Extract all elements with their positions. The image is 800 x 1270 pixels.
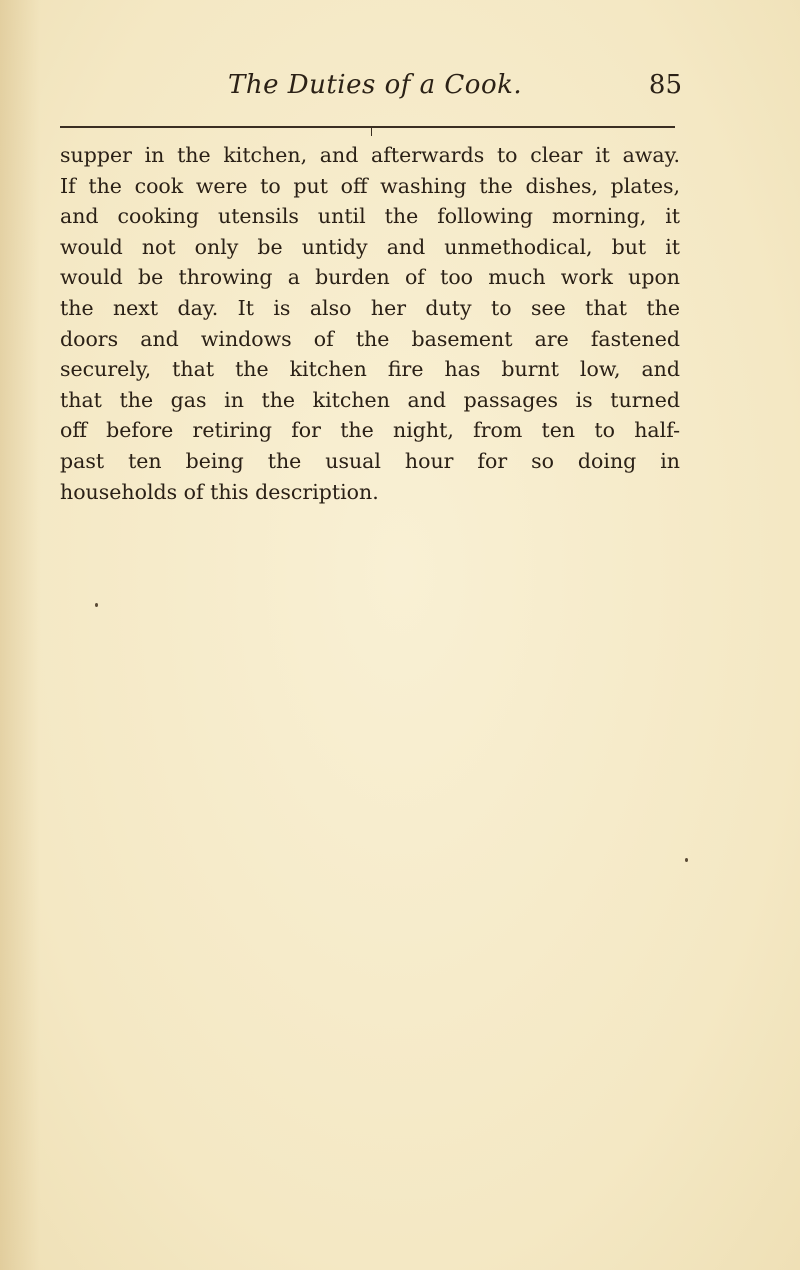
- text-line: off before retiring for the night, from ten to half-: [60, 418, 680, 443]
- text-line: and cooking utensils until the following morning, it: [60, 204, 680, 229]
- header-rule-mark: [371, 128, 372, 136]
- page-number: 85: [648, 70, 682, 100]
- paper-speck: [95, 603, 98, 607]
- text-line: households of this description.: [60, 479, 379, 504]
- text-line: supper in the kitchen, and afterwards to clear it away.: [60, 143, 680, 167]
- text-line: doors and windows of the basement are fastened: [60, 326, 680, 351]
- text-line: past ten being the usual hour for so doing in: [60, 448, 680, 473]
- text-line: the next day. It is also her duty to see that the: [60, 295, 680, 320]
- text-line: would not only be untidy and unmethodical, but it: [60, 234, 680, 259]
- text-line: that the gas in the kitchen and passages is turned: [60, 387, 680, 412]
- text-line: If the cook were to put off washing the dishes, plates,: [60, 173, 680, 198]
- running-title: The Duties of a Cook.: [228, 70, 523, 100]
- text-line: securely, that the kitchen fire has burnt low, and: [60, 357, 680, 382]
- page-header: [60, 70, 680, 110]
- paper-speck: [685, 858, 688, 862]
- header-rule: [60, 126, 675, 128]
- text-line: would be throwing a burden of too much work upon: [60, 265, 680, 290]
- body-paragraph: [60, 140, 680, 507]
